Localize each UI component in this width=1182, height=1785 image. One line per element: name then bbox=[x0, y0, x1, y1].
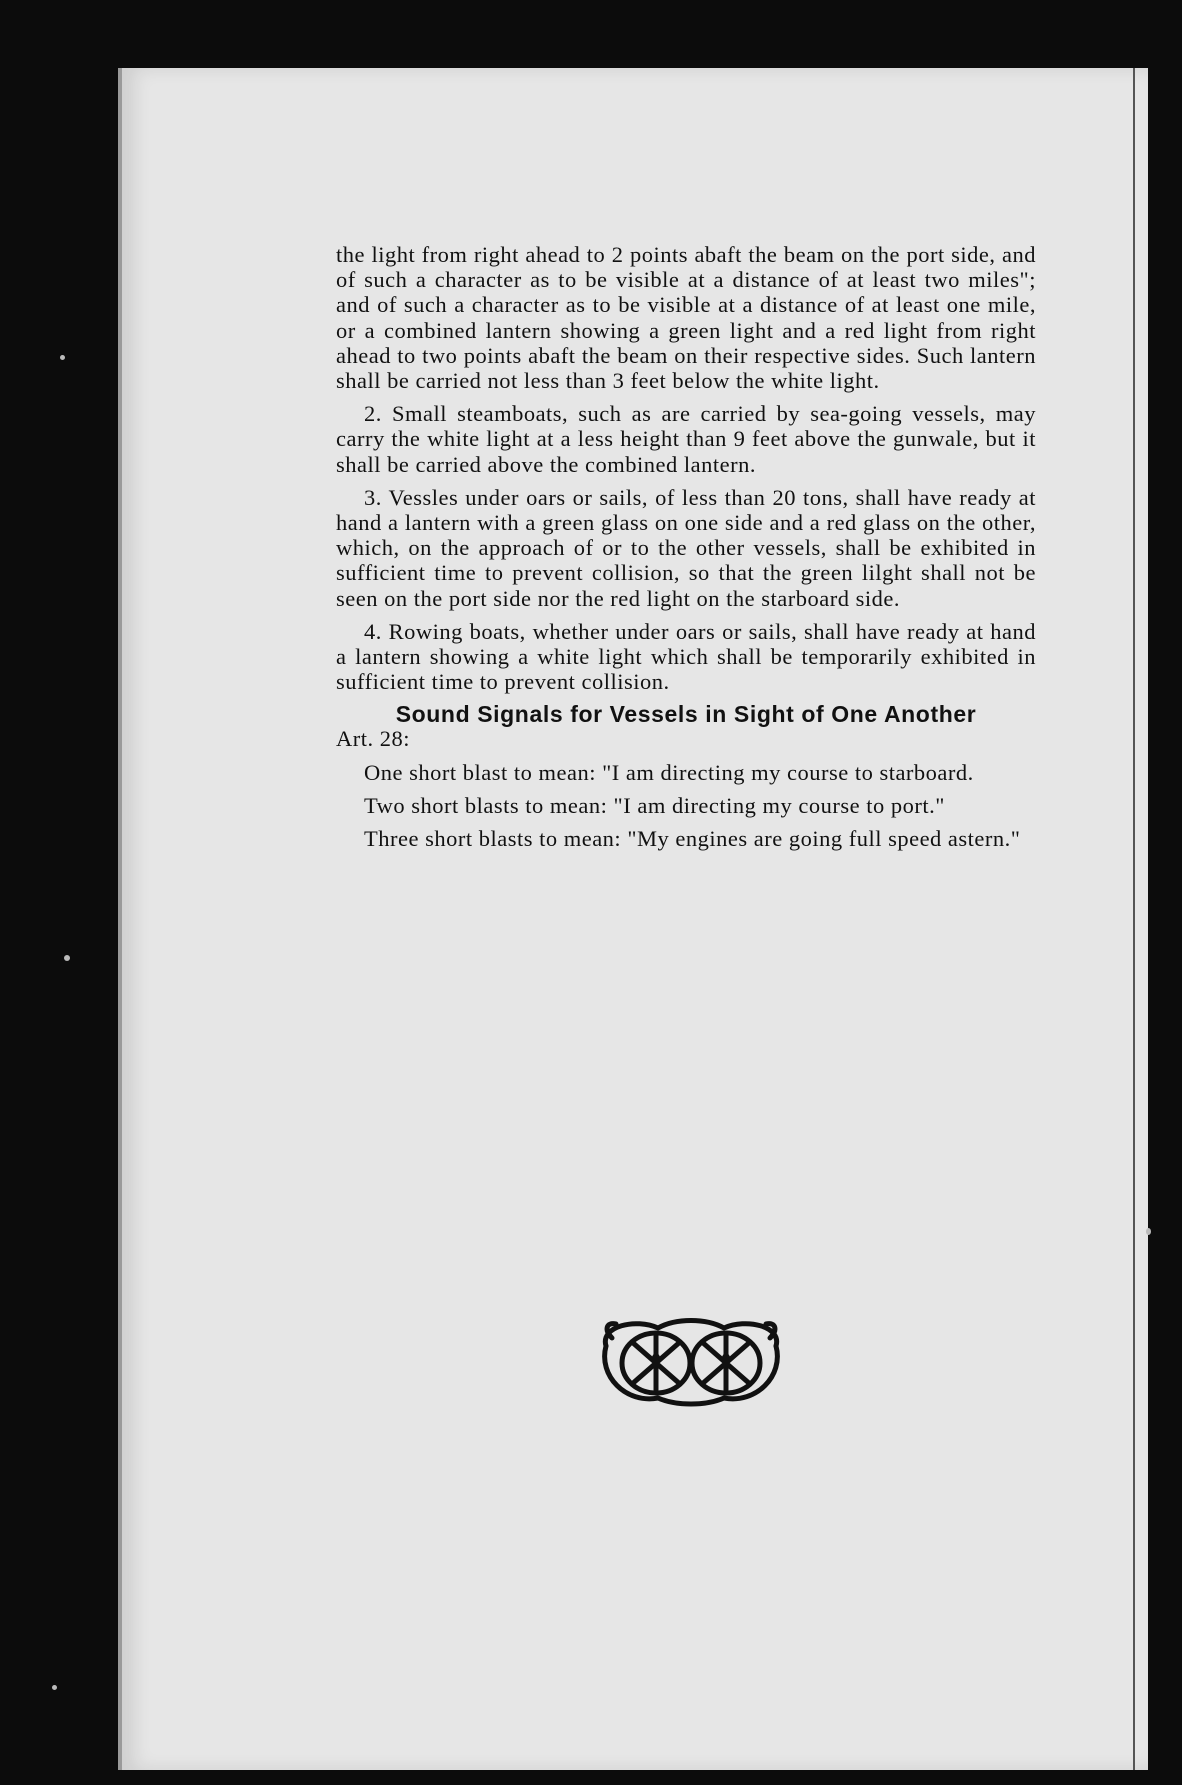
section-heading: Sound Signals for Vessels in Sight of One Another bbox=[395, 701, 977, 728]
signal-one-short-blast: One short blast to mean: "I am directing my course to starboard. bbox=[364, 759, 974, 785]
scan-speck bbox=[1146, 1228, 1151, 1235]
article-number: Art. 28: bbox=[336, 726, 410, 752]
paragraph-lantern-requirements: the light from right ahead to 2 points abaft the beam on the port side, and of such a character as to be visible at a distance of at least two miles"; and of such a character as to be visible at a distance of at least one mile, or a combined lantern showing a green light and a red light from right ahead to two points abaft the beam on their respective sides. Such lantern shall be carried not less than 3 feet below the white light. bbox=[336, 242, 1036, 394]
scan-speck bbox=[64, 955, 70, 961]
page-gutter-line bbox=[1133, 68, 1135, 1770]
signal-three-short-blasts: Three short blasts to mean: "My engines are going full speed astern." bbox=[364, 826, 1021, 852]
paragraph-rowing-boats: 4. Rowing boats, whether under oars or sails, shall have ready at hand a lantern showing a white light which shall be temporarily exhibited in sufficient time to prevent collision. bbox=[336, 618, 1036, 695]
scan-speck bbox=[60, 355, 65, 360]
body-text bbox=[336, 242, 1036, 859]
signal-two-short-blasts: Two short blasts to mean: "I am directing my course to port." bbox=[364, 792, 945, 818]
paragraph-small-steamboats: 2. Small steamboats, such as are carried by sea-going vessels, may carry the white light at a less height than 9 feet above the gunwale, but it shall be carried above the combined lantern. bbox=[336, 401, 1036, 477]
celtic-knot-ornament-icon bbox=[596, 1316, 786, 1408]
paragraph-vessels-under-oars: 3. Vessles under oars or sails, of less than 20 tons, shall have ready at hand a lantern with a green glass on one side and a red glass on the other, which, on the approach of or to the other vessels, shall be exhibited in sufficient time to prevent collision, so that the green lilght shall not be seen on the port side nor the red light on the starboard side. bbox=[336, 484, 1036, 611]
scan-speck bbox=[52, 1685, 57, 1690]
